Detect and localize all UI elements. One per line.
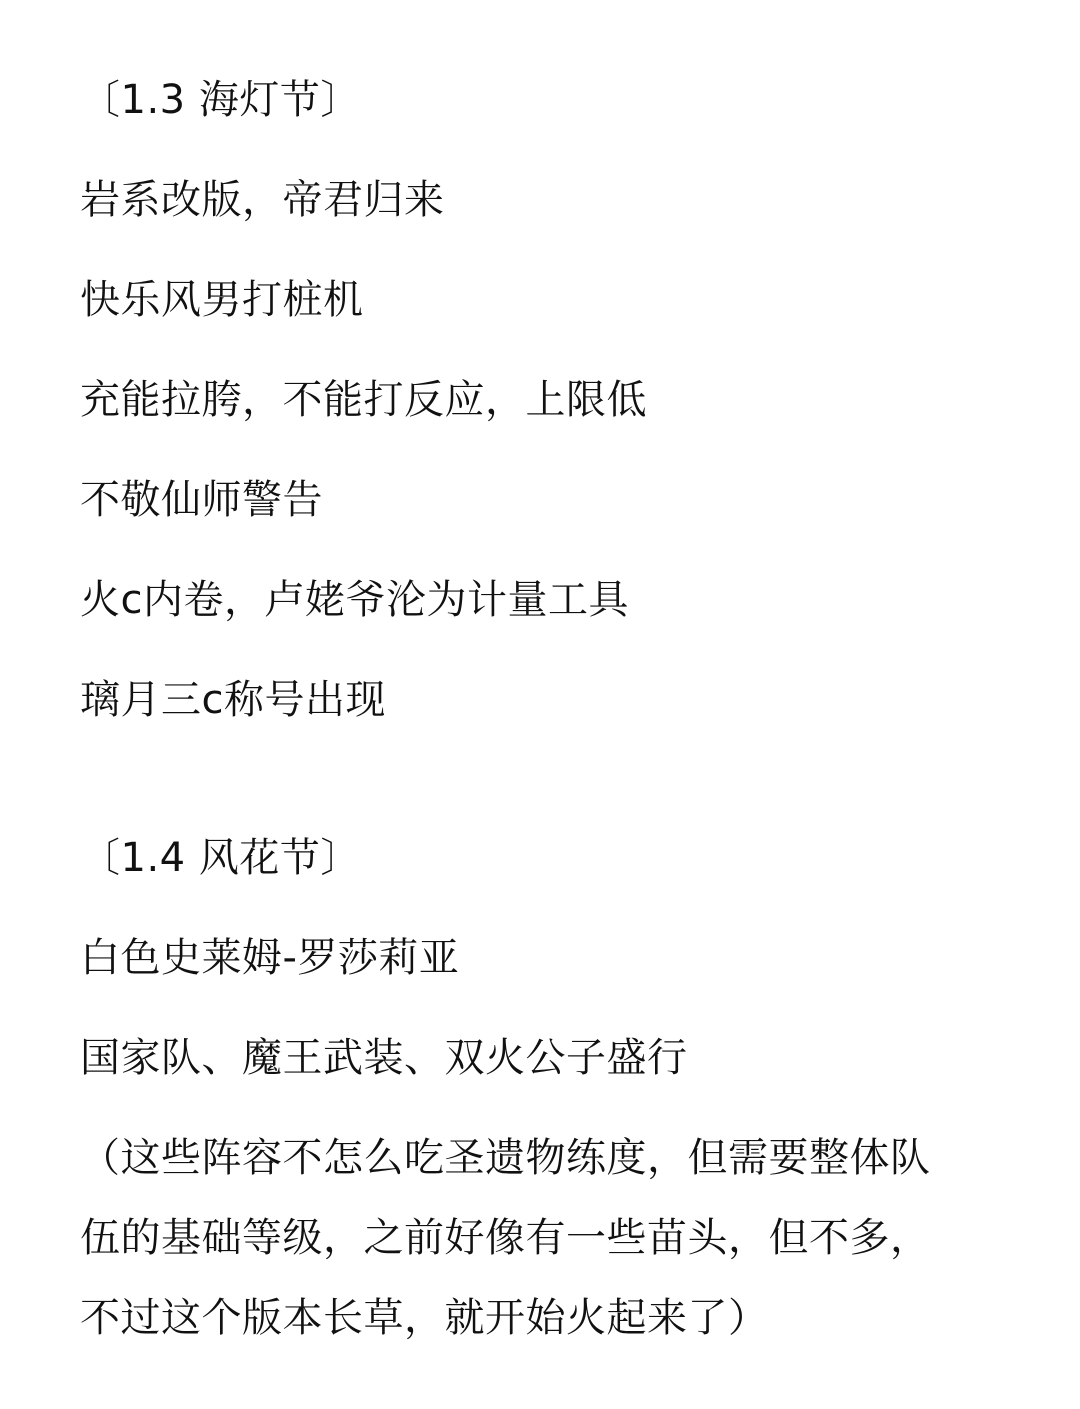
section-heading-1-3: 〔1.3 海灯节〕: [80, 77, 361, 123]
section-1-3-line: 岩系改版，帝君归来: [80, 177, 445, 223]
section-1-3-line: 璃月三c称号出现: [80, 677, 386, 723]
section-heading-1-4: 〔1.4 风花节〕: [80, 835, 361, 881]
section-1-4-note-line: （这些阵容不怎么吃圣遗物练度，但需要整体队: [80, 1135, 931, 1181]
section-1-4-line: 白色史莱姆-罗莎莉亚: [80, 935, 460, 981]
section-1-4-line: 国家队、魔王武装、双火公子盛行: [80, 1035, 688, 1081]
section-1-3-line: 不敬仙师警告: [80, 477, 323, 523]
section-1-3-line: 充能拉胯，不能打反应，上限低: [80, 377, 647, 423]
section-1-3-line: 火c内卷，卢姥爷沦为计量工具: [80, 577, 629, 623]
section-1-4-note-line: 伍的基础等级，之前好像有一些苗头，但不多，: [80, 1215, 931, 1261]
section-1-4-note-line: 不过这个版本长草，就开始火起来了）: [80, 1295, 769, 1341]
section-1-3-line: 快乐风男打桩机: [80, 277, 364, 323]
